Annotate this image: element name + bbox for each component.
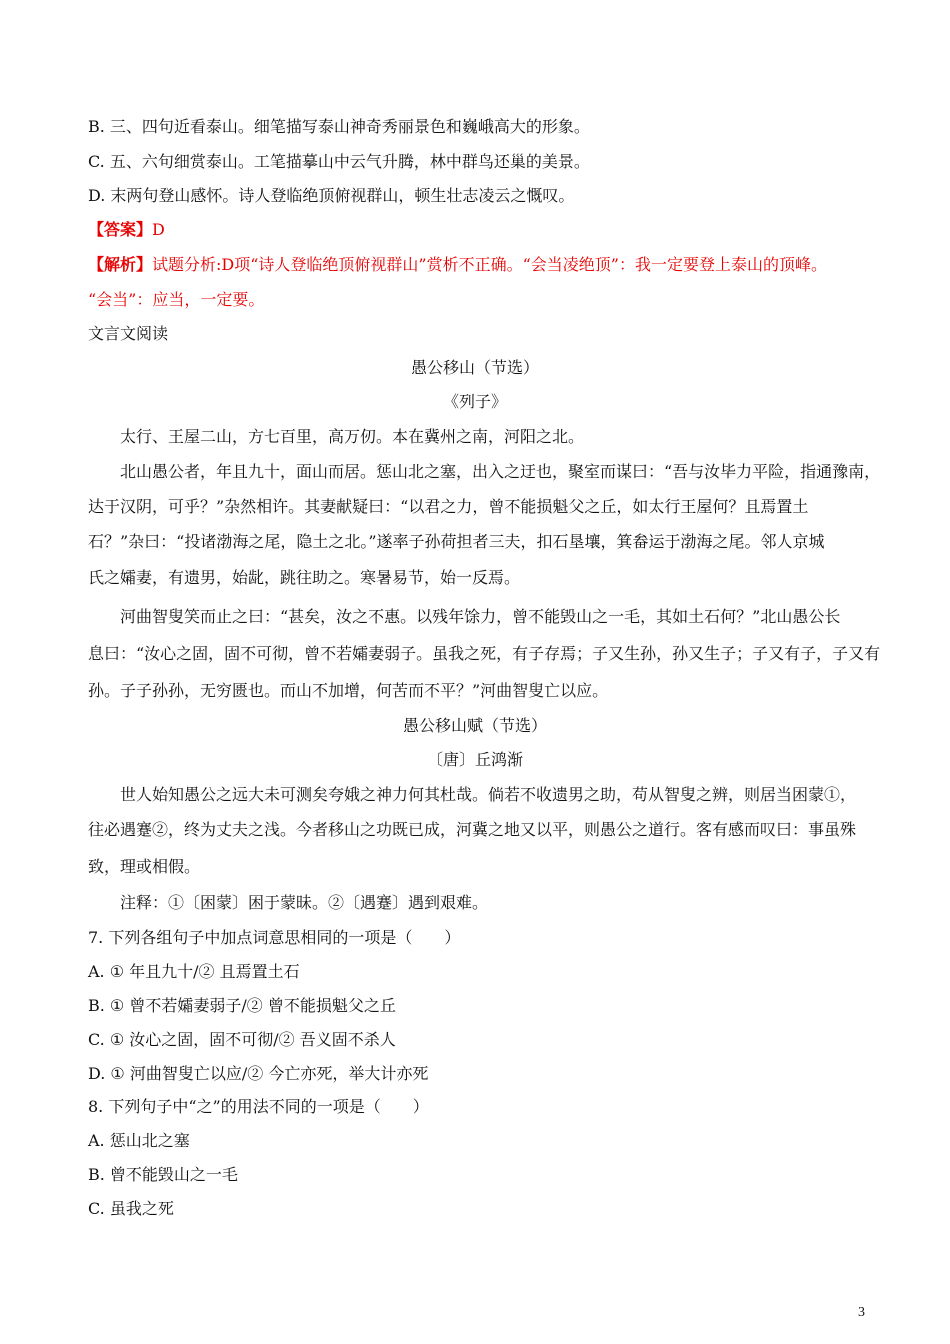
question-7-option-a: A. ① 年且九十/② 且焉置土石 <box>88 962 300 981</box>
text2-line: 世人始知愚公之远大未可测矣夸娥之神力何其杜哉。倘若不收遗男之助，苟从智叟之辨，则居当困蒙①， <box>120 785 857 804</box>
analysis-line-2: “会当”：应当，一定要。 <box>88 290 265 309</box>
text1-title: 愚公移山（节选） <box>410 358 539 377</box>
analysis-tag: 【解析】 <box>88 255 153 274</box>
text2-line: 往必遇蹇②，终为丈夫之浅。今者移山之功既已成，河冀之地又以平，则愚公之道行。客有感而叹曰：事虽殊 <box>88 820 857 839</box>
text2-source: 〔唐〕丘鸿渐 <box>426 750 523 769</box>
text1-line: 北山愚公者，年且九十，面山而居。惩山北之塞，出入之迂也，聚室而谋曰：“吾与汝毕力平险，指通豫南， <box>120 462 881 481</box>
text2-note: 注释：①〔困蒙〕困于蒙昧。②〔遇蹇〕遇到艰难。 <box>120 893 489 912</box>
page-number: 3 <box>858 1305 865 1320</box>
question-8-option-b: B. 曾不能毁山之一毛 <box>88 1165 238 1184</box>
text1-line: 石？”杂曰：“投诸渤海之尾，隐土之北。”遂率子孙荷担者三夫，扣石垦壤，箕畚运于渤海之尾。邻人京城 <box>88 532 825 551</box>
question-7-stem: 7. 下列各组句子中加点词意思相同的一项是（ ） <box>88 928 461 947</box>
analysis-line-1 <box>88 255 868 275</box>
text1-line: 达于汉阴，可乎？”杂然相许。其妻献疑曰：“以君之力，曾不能损魁父之丘，如太行王屋何？且焉置土 <box>88 497 809 516</box>
analysis-text-1: 试题分析:D项“诗人登临绝顶俯视群山”赏析不正确。“会当凌绝顶”：我一定要登上泰山的顶峰。 <box>152 255 827 274</box>
option-c-prev: C. 五、六句细赏泰山。工笔描摹山中云气升腾，林中群鸟还巢的美景。 <box>88 152 590 171</box>
question-7-option-d: D. ① 河曲智叟亡以应/② 今亡亦死，举大计亦死 <box>88 1064 429 1083</box>
option-d-prev: D. 末两句登山感怀。诗人登临绝顶俯视群山，顿生壮志凌云之慨叹。 <box>88 186 575 205</box>
text1-line: 氏之孀妻，有遗男，始龀，跳往助之。寒暑易节，始一反焉。 <box>88 568 521 587</box>
question-7-option-c: C. ① 汝心之固，固不可彻/② 吾义固不杀人 <box>88 1030 396 1049</box>
question-8-stem: 8. 下列句子中“之”的用法不同的一项是（ ） <box>88 1097 429 1116</box>
text1-line: 太行、王屋二山，方七百里，高万仞。本在冀州之南，河阳之北。 <box>120 427 585 446</box>
answer-value: D <box>152 220 165 239</box>
text1-line: 孙。子子孙孙，无穷匮也。而山不加增，何苦而不平？”河曲智叟亡以应。 <box>88 681 609 700</box>
answer-line <box>88 220 868 240</box>
question-7-option-b: B. ① 曾不若孀妻弱子/② 曾不能损魁父之丘 <box>88 996 396 1015</box>
section-title: 文言文阅读 <box>88 324 169 343</box>
question-8-option-c: C. 虽我之死 <box>88 1199 174 1218</box>
text2-line: 致，理或相假。 <box>88 857 201 876</box>
text1-line: 河曲智叟笑而止之曰：“甚矣，汝之不惠。以残年馀力，曾不能毁山之一毛，其如土石何？”北山愚公长 <box>120 607 841 626</box>
text1-line: 息曰：“汝心之固，固不可彻，曾不若孀妻弱子。虽我之死，有子存焉；子又生孙，孙又生子；子又有子，子又有 <box>88 644 881 663</box>
question-8-option-a: A. 惩山北之塞 <box>88 1131 190 1150</box>
option-b-prev: B. 三、四句近看泰山。细笔描写泰山神奇秀丽景色和巍峨高大的形象。 <box>88 117 590 136</box>
text2-title: 愚公移山赋（节选） <box>402 716 547 735</box>
answer-tag: 【答案】 <box>88 220 153 239</box>
text1-source: 《列子》 <box>442 392 507 411</box>
